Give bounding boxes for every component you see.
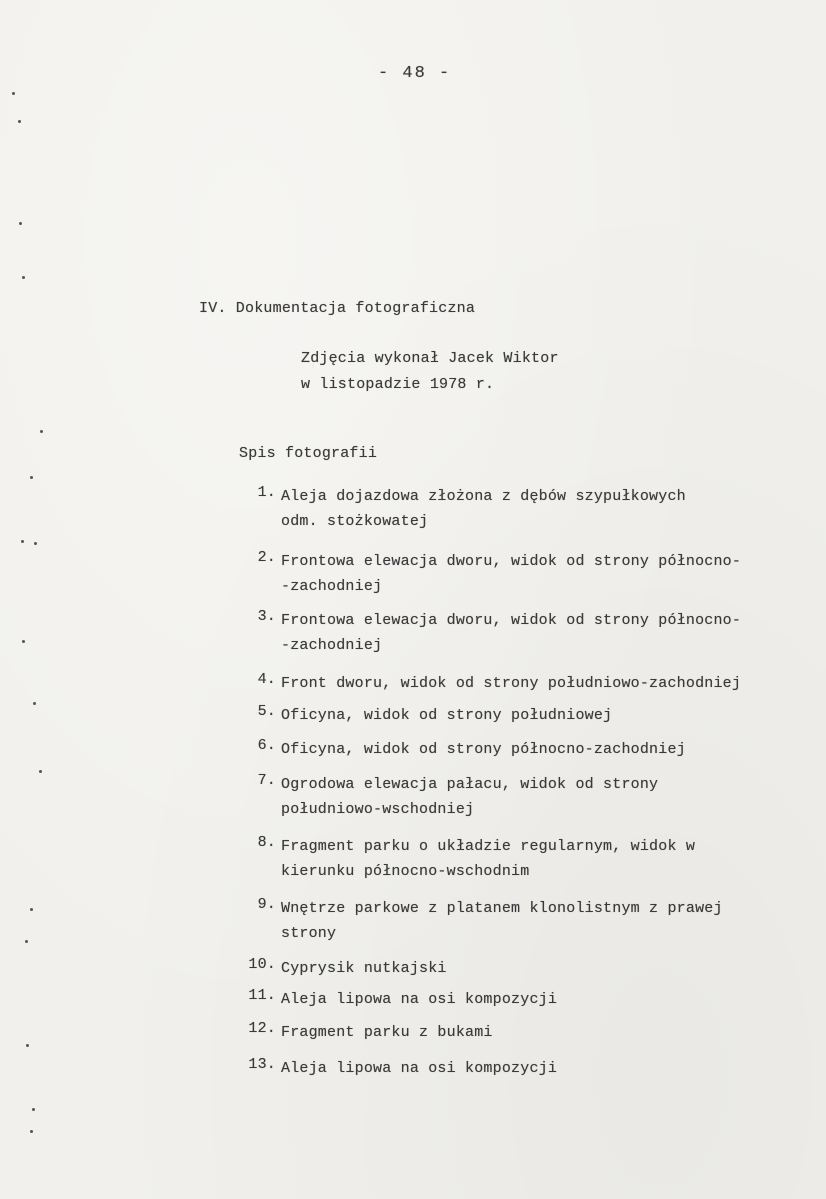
list-item-description bbox=[281, 671, 741, 696]
list-item-number: 4. bbox=[257, 671, 276, 688]
list-item-description bbox=[281, 1056, 557, 1081]
list-item-description bbox=[281, 484, 686, 534]
list-item-number: 13. bbox=[248, 1056, 276, 1073]
photo-list-heading: Spis fotografii bbox=[239, 445, 378, 462]
photo-credit bbox=[301, 346, 559, 398]
list-item-line: Oficyna, widok od strony południowej bbox=[281, 707, 613, 724]
list-item-line: Ogrodowa elewacja pałacu, widok od strony bbox=[281, 776, 659, 793]
list-item-description bbox=[281, 956, 447, 981]
list-item-description bbox=[281, 772, 658, 822]
list-item-line: Fragment parku o układzie regularnym, widok w bbox=[281, 838, 696, 855]
list-item-line: Frontowa elewacja dworu, widok od strony północno- bbox=[281, 612, 742, 629]
list-item-description bbox=[281, 834, 695, 884]
list-item-line: południowo-wschodniej bbox=[281, 801, 475, 818]
list-item-number: 6. bbox=[257, 737, 276, 754]
list-item-line: Front dworu, widok od strony południowo-zachodniej bbox=[281, 675, 742, 692]
list-item-line: Aleja dojazdowa złożona z dębów szypułkowych bbox=[281, 488, 686, 505]
list-item-line: Aleja lipowa na osi kompozycji bbox=[281, 991, 558, 1008]
page-number: - 48 - bbox=[378, 64, 452, 83]
list-item-description bbox=[281, 703, 612, 728]
list-item-number: 5. bbox=[257, 703, 276, 720]
list-item-number: 10. bbox=[248, 956, 276, 973]
list-item-line: kierunku północno-wschodnim bbox=[281, 863, 530, 880]
list-item-number: 8. bbox=[257, 834, 276, 851]
list-item-description bbox=[281, 896, 723, 946]
list-item-line: Fragment parku z bukami bbox=[281, 1024, 493, 1041]
list-item-line: Wnętrze parkowe z platanem klonolistnym z prawej bbox=[281, 900, 723, 917]
list-item-description bbox=[281, 549, 741, 599]
list-item-number: 12. bbox=[248, 1020, 276, 1037]
list-item-line: -zachodniej bbox=[281, 637, 383, 654]
list-item-line: Aleja lipowa na osi kompozycji bbox=[281, 1060, 558, 1077]
list-item-line: strony bbox=[281, 925, 337, 942]
list-item-number: 7. bbox=[257, 772, 276, 789]
list-item-description bbox=[281, 737, 686, 762]
credit-line-2: w listopadzie 1978 r. bbox=[301, 376, 495, 393]
list-item-number: 3. bbox=[257, 608, 276, 625]
list-item-number: 2. bbox=[257, 549, 276, 566]
credit-line-1: Zdjęcia wykonał Jacek Wiktor bbox=[301, 350, 559, 367]
list-item-description bbox=[281, 608, 741, 658]
section-heading: IV. Dokumentacja fotograficzna bbox=[199, 300, 476, 317]
margin-specks bbox=[0, 0, 60, 1199]
list-item-description bbox=[281, 987, 557, 1012]
list-item-number: 9. bbox=[257, 896, 276, 913]
list-item-line: -zachodniej bbox=[281, 578, 383, 595]
list-item-line: Frontowa elewacja dworu, widok od strony północno- bbox=[281, 553, 742, 570]
list-item-number: 1. bbox=[257, 484, 276, 501]
list-item-line: odm. stożkowatej bbox=[281, 513, 429, 530]
list-item-line: Oficyna, widok od strony północno-zachodniej bbox=[281, 741, 686, 758]
list-item-line: Cyprysik nutkajski bbox=[281, 960, 447, 977]
list-item-description bbox=[281, 1020, 493, 1045]
list-item-number: 11. bbox=[248, 987, 276, 1004]
